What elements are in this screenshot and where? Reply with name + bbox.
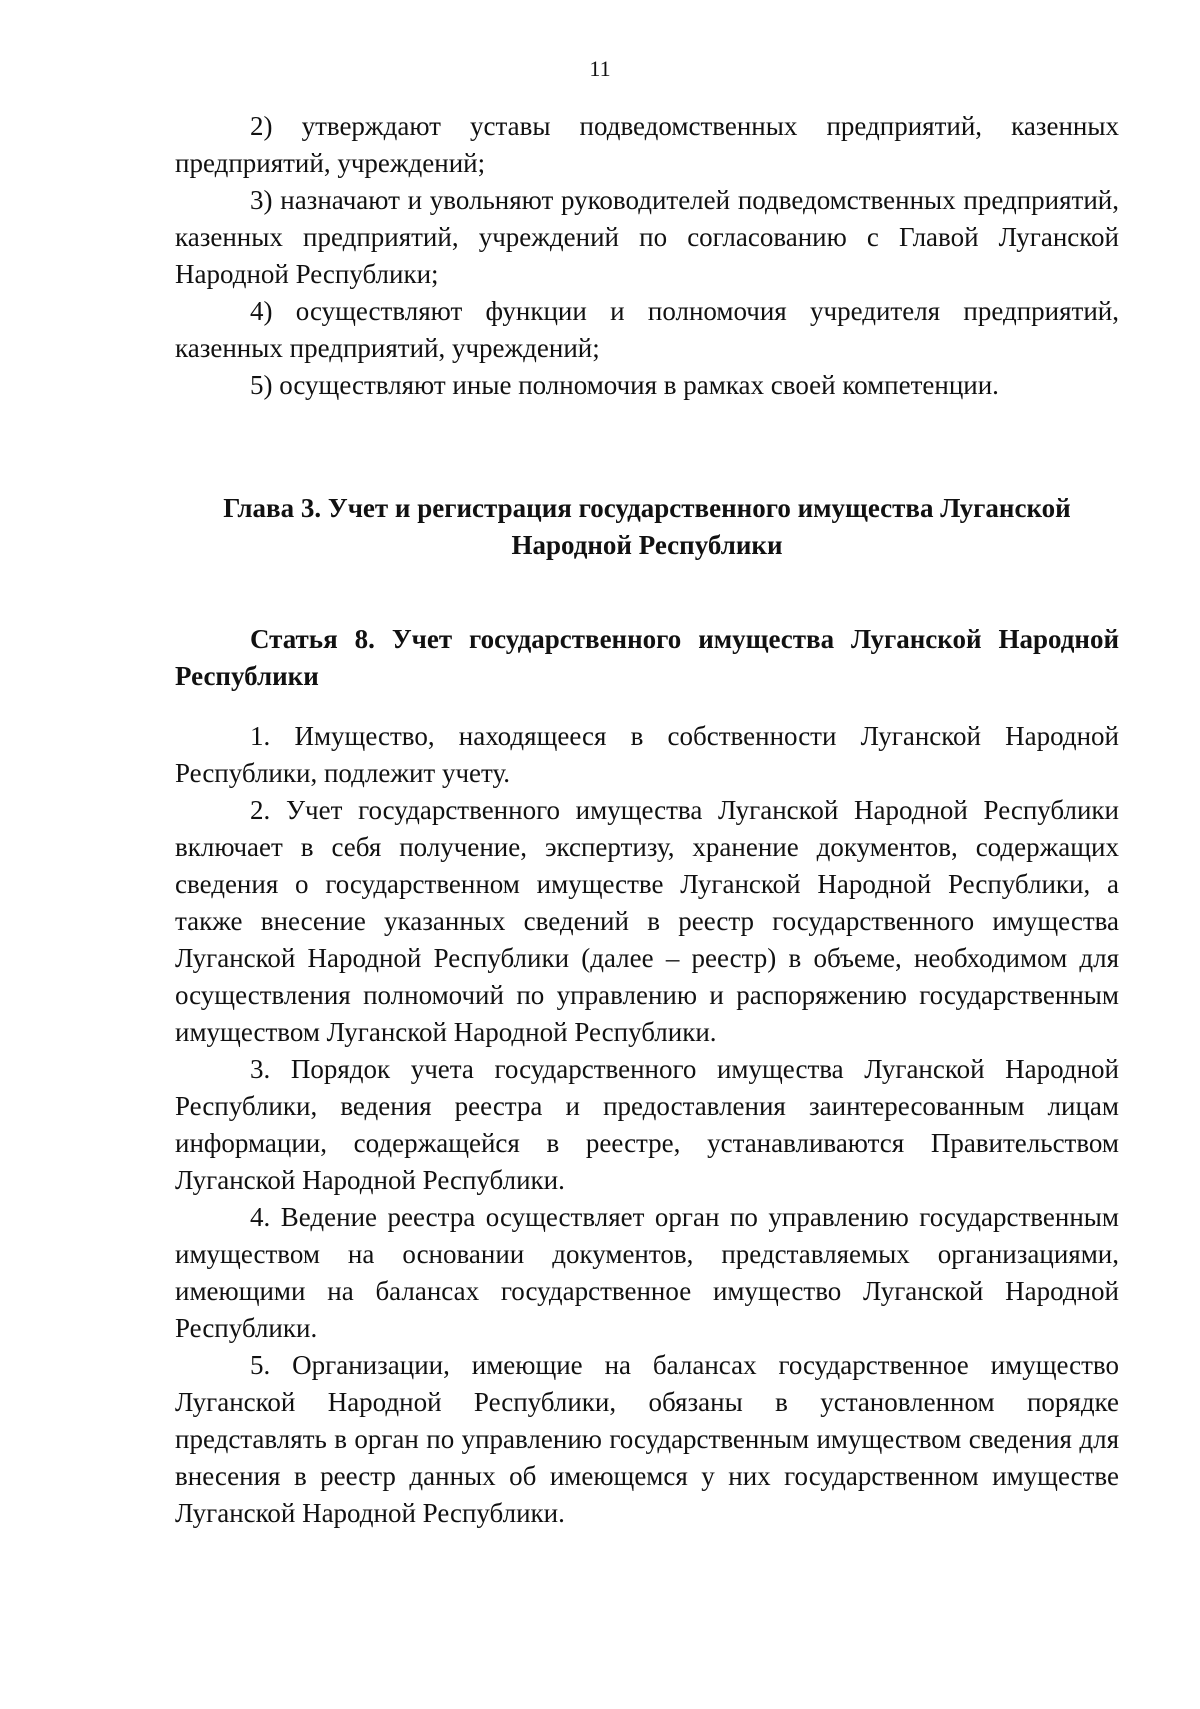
article-paragraph: 3. Порядок учета государственного имущества Луганской Народной Республики, ведения реестра и предоставления заинтересованным лицам информации, содержащейся в реестре, устанавливаются Правительством Луганской Народной Республики. [175,1054,1119,1195]
list-item: 4) осуществляют функции и полномочия учредителя предприятий, казенных предприятий, учреждений; [175,296,1119,363]
page-number: 11 [589,56,611,81]
chapter-title: Глава 3. Учет и регистрация государственного имущества Луганской Народной Республики [223,493,1071,560]
article-body [175,718,1119,1532]
list-item: 5) осуществляют иные полномочия в рамках своей компетенции. [250,370,999,400]
list-item: 2) утверждают уставы подведомственных предприятий, казенных предприятий, учреждений; [175,111,1119,178]
article-title: Статья 8. Учет государственного имущества Луганской Народной Республики [175,624,1119,691]
article-paragraph: 2. Учет государственного имущества Луганской Народной Республики включает в себя получение, экспертизу, хранение документов, содержащих сведения о государственном имуществе Луганской Народной Республики, а также внесение указанных сведений в реестр государственного имущества Луганской Народной Республики (далее – реестр) в объеме, необходимом для осуществления полномочий по управлению и распоряжению государственным имуществом Луганской Народной Республики. [175,795,1119,1047]
powers-list [175,108,1119,404]
article-paragraph: 5. Организации, имеющие на балансах государственное имущество Луганской Народной Республики, обязаны в установленном порядке представлять в орган по управлению государственным имуществом сведения для внесения в реестр данных об имеющемся у них государственном имуществе Луганской Народной Республики. [175,1350,1119,1528]
list-item: 3) назначают и увольняют руководителей подведомственных предприятий, казенных предприятий, учреждений по согласованию с Главой Луганской Народной Республики; [175,185,1119,289]
article-paragraph: 1. Имущество, находящееся в собственности Луганской Народной Республики, подлежит учету. [175,721,1119,788]
article-paragraph: 4. Ведение реестра осуществляет орган по управлению государственным имуществом на основании документов, представляемых организациями, имеющими на балансах государственное имущество Луганской Народной Республики. [175,1202,1119,1343]
